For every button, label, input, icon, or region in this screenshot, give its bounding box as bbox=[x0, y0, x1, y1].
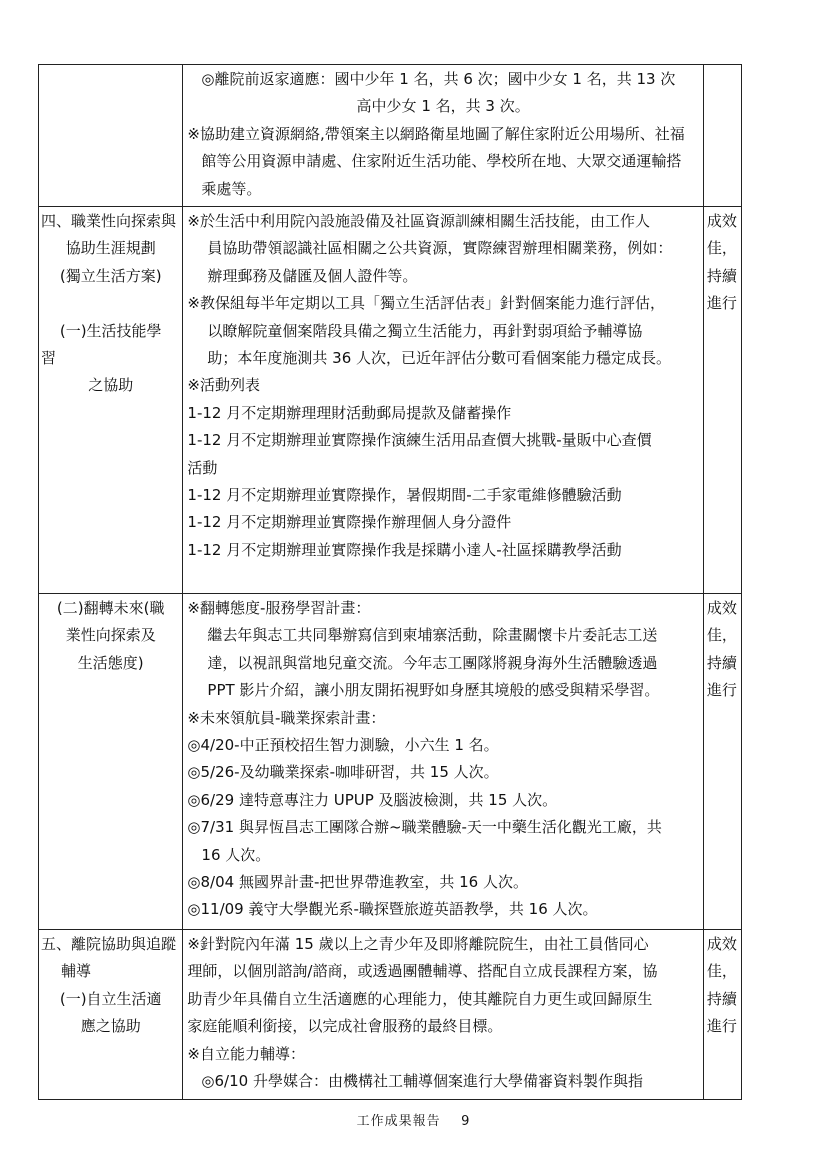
content-line: 以瞭解院童個案階段具備之獨立生活能力，再針對弱項給予輔導協 bbox=[207, 321, 643, 340]
table-row bbox=[39, 207, 742, 594]
content-line: ◎7/31 與昇恆昌志工團隊合辦~職業體驗-天一中藥生活化觀光工廠，共 bbox=[187, 818, 662, 837]
content-line: 1-12 月不定期辦理並實際操作，暑假期間-二手家電維修體驗活動 bbox=[187, 486, 622, 505]
item-line: 輔導 bbox=[61, 962, 92, 981]
result-cell bbox=[703, 930, 741, 1100]
result-cell bbox=[703, 65, 741, 207]
item-line: 之協助 bbox=[88, 376, 134, 395]
item-cell bbox=[39, 930, 183, 1100]
item-line: 習 bbox=[41, 349, 57, 368]
result-line: 成效 bbox=[706, 212, 737, 230]
content-line: PPT 影片介紹，讓小朋友開拓視野如身歷其境般的感受與精采學習。 bbox=[207, 681, 660, 700]
result-line: 進行 bbox=[706, 681, 737, 700]
content-line: ※自立能力輔導： bbox=[187, 1044, 305, 1063]
item-line: 五、離院協助與追蹤 bbox=[41, 935, 177, 953]
item-cell bbox=[39, 207, 183, 594]
content-line: ◎5/26-及幼職業探索-咖啡研習，共 15 人次。 bbox=[187, 763, 499, 782]
table-row bbox=[39, 65, 742, 207]
result-cell bbox=[703, 207, 741, 594]
content-cell bbox=[183, 930, 703, 1100]
content-line: ※於生活中利用院內設施設備及社區資源訓練相關生活技能，由工作人 bbox=[187, 212, 650, 230]
content-line: ※針對院內年滿 15 歲以上之青少年及即將離院院生，由社工員偕同心 bbox=[187, 935, 649, 953]
content-line: 辦理郵務及儲匯及個人證件等。 bbox=[207, 266, 418, 285]
item-line: 協助生涯規劃 bbox=[65, 239, 156, 258]
result-line: 持續 bbox=[706, 989, 737, 1008]
result-line: 持續 bbox=[706, 266, 737, 285]
result-line: 佳， bbox=[706, 962, 737, 981]
content-line: 家庭能順利銜接，以完成社會服務的最終目標。 bbox=[187, 1017, 503, 1036]
content-line: 16 人次。 bbox=[201, 845, 271, 864]
result-line: 進行 bbox=[706, 294, 737, 313]
result-cell bbox=[703, 594, 741, 930]
content-line: ◎離院前返家適應：國中少年 1 名，共 6 次；國中少女 1 名，共 13 次 bbox=[201, 70, 676, 88]
service-report-table bbox=[38, 64, 742, 1100]
content-line: 員協助帶領認識社區相關之公共資源，實際練習辦理相關業務，例如： bbox=[207, 239, 673, 258]
content-line: ◎6/10 升學媒合：由機構社工輔導個案進行大學備審資料製作與指 bbox=[201, 1072, 643, 1091]
content-cell bbox=[183, 207, 703, 594]
content-line: 活動 bbox=[187, 458, 218, 477]
content-line: ※未來領航員-職業探索計畫： bbox=[187, 708, 386, 727]
content-line: 助青少年具備自立生活適應的心理能力，使其離院自力更生或回歸原生 bbox=[187, 989, 653, 1008]
footer-label: 工作成果報告 bbox=[356, 1114, 441, 1129]
content-line: 達，以視訊與當地兒童交流。今年志工團隊將親身海外生活體驗透過 bbox=[207, 653, 658, 672]
content-line: 乘處等。 bbox=[201, 179, 262, 198]
content-line: 高中少女 1 名，共 3 次。 bbox=[356, 97, 530, 116]
item-cell bbox=[39, 65, 183, 207]
item-line: 應之協助 bbox=[80, 1017, 141, 1036]
table-row bbox=[39, 594, 742, 930]
item-line: 生活態度) bbox=[77, 653, 144, 672]
item-cell bbox=[39, 594, 183, 930]
content-line: 1-12 月不定期辦理並實際操作辦理個人身分證件 bbox=[187, 513, 512, 532]
table-row bbox=[39, 930, 742, 1100]
content-line: 館等公用資源申請處、住家附近生活功能、學校所在地、大眾交通運輸搭 bbox=[201, 152, 682, 171]
item-line: 業性向探索及 bbox=[65, 626, 156, 645]
result-line: 持續 bbox=[706, 653, 737, 672]
content-line: ◎6/29 達特意專注力 UPUP 及腦波檢測，共 15 人次。 bbox=[187, 790, 558, 809]
result-line: 進行 bbox=[706, 1017, 737, 1036]
item-line: (二)翻轉未來(職 bbox=[56, 599, 165, 617]
content-line: 1-12 月不定期辦理理財活動郵局提款及儲蓄操作 bbox=[187, 403, 512, 422]
result-line: 佳， bbox=[706, 239, 737, 258]
result-line: 佳， bbox=[706, 626, 737, 645]
content-line: ◎8/04 無國界計畫-把世界帶進教室，共 16 人次。 bbox=[187, 873, 528, 892]
item-line: 四、職業性向探索與 bbox=[41, 212, 177, 230]
content-cell bbox=[183, 65, 703, 207]
content-line: ※活動列表 bbox=[187, 376, 260, 395]
content-line: 助；本年度施測共 36 人次，已近年評估分數可看個案能力穩定成長。 bbox=[207, 349, 672, 368]
content-line: ◎11/09 義守大學觀光系-職探暨旅遊英語教學，共 16 人次。 bbox=[187, 900, 598, 919]
content-line: ※教保組每半年定期以工具「獨立生活評估表」針對個案能力進行評估， bbox=[187, 294, 665, 313]
item-line bbox=[41, 290, 180, 317]
content-line: ※翻轉態度-服務學習計畫： bbox=[187, 599, 371, 617]
content-line: 1-12 月不定期辦理並實際操作演練生活用品查價大挑戰-量販中心查價 bbox=[187, 431, 652, 450]
content-line: 1-12 月不定期辦理並實際操作我是採購小達人-社區採購教學活動 bbox=[187, 540, 622, 559]
content-cell bbox=[183, 594, 703, 930]
content-line: 繼去年與志工共同舉辦寫信到柬埔寨活動，除畫關懷卡片委託志工送 bbox=[207, 626, 658, 645]
content-line: ◎4/20-中正預校招生智力測驗，小六生 1 名。 bbox=[187, 736, 499, 755]
content-line: ※協助建立資源網絡,帶領案主以網路衛星地圖了解住家附近公用場所、社福 bbox=[187, 124, 685, 143]
result-line: 成效 bbox=[706, 935, 737, 953]
result-line: 成效 bbox=[706, 599, 737, 617]
page-footer bbox=[0, 1110, 827, 1129]
item-line: (一)生活技能學 bbox=[59, 321, 162, 340]
item-line: (一)自立生活適 bbox=[59, 989, 162, 1008]
content-line: 理師，以個別諮詢/諮商，或透過團體輔導、搭配自立成長課程方案，協 bbox=[187, 962, 658, 981]
item-line: (獨立生活方案) bbox=[59, 266, 162, 285]
page-number: 9 bbox=[461, 1114, 471, 1129]
